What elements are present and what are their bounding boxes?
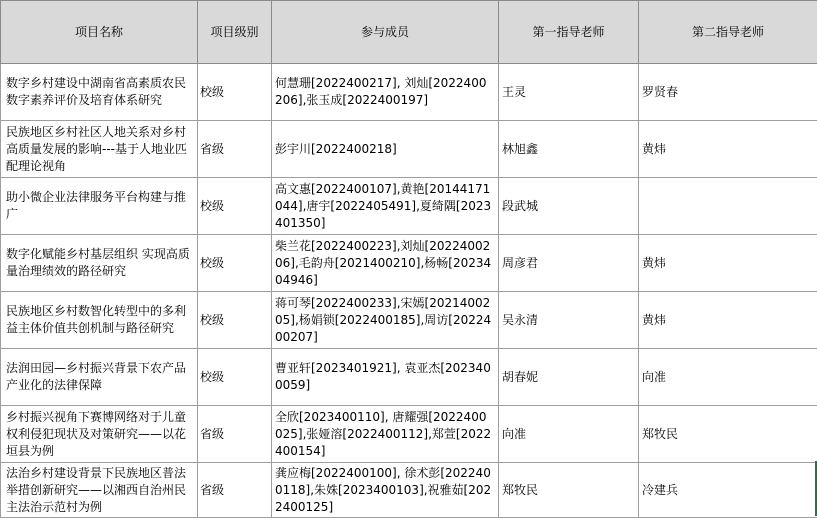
cell-second-advisor[interactable] — [639, 178, 817, 235]
cell-first-advisor[interactable]: 林旭鑫 — [499, 121, 639, 178]
header-members[interactable]: 参与成员 — [272, 1, 499, 64]
table-row — [1, 463, 817, 518]
header-second-advisor[interactable]: 第二指导老师 — [639, 1, 817, 64]
cell-second-advisor[interactable]: 冷建兵 — [639, 463, 817, 518]
cell-second-advisor[interactable]: 黄炜 — [639, 235, 817, 292]
cell-project-level[interactable]: 校级 — [198, 64, 272, 121]
cell-members[interactable]: 柴兰花[2022400223],刘灿[2022400206],毛韵舟[2021400210],杨畅[2023404946] — [272, 235, 499, 292]
table-row — [1, 121, 817, 178]
cell-project-level[interactable]: 校级 — [198, 235, 272, 292]
cell-project-level[interactable]: 省级 — [198, 463, 272, 518]
cell-project-level[interactable]: 省级 — [198, 406, 272, 463]
cell-project-name[interactable]: 数字乡村建设中湖南省高素质农民数字素养评价及培育体系研究 — [1, 64, 198, 121]
cell-first-advisor[interactable]: 胡春妮 — [499, 349, 639, 406]
cell-second-advisor[interactable]: 黄炜 — [639, 121, 817, 178]
cell-second-advisor[interactable]: 向准 — [639, 349, 817, 406]
header-first-advisor[interactable]: 第一指导老师 — [499, 1, 639, 64]
cell-project-level[interactable]: 校级 — [198, 292, 272, 349]
table-row — [1, 235, 817, 292]
table-row — [1, 178, 817, 235]
table-row — [1, 406, 817, 463]
header-project-name[interactable]: 项目名称 — [1, 1, 198, 64]
cell-second-advisor[interactable]: 罗贤春 — [639, 64, 817, 121]
cell-project-level[interactable]: 校级 — [198, 349, 272, 406]
cell-members[interactable]: 高文惠[2022400107],黄艳[20144171044],唐宇[2022405491],夏绮隅[2023401350] — [272, 178, 499, 235]
cell-first-advisor[interactable]: 向准 — [499, 406, 639, 463]
cell-members[interactable]: 曹亚轩[2023401921], 袁亚杰[2023400059] — [272, 349, 499, 406]
cell-first-advisor[interactable]: 周彦君 — [499, 235, 639, 292]
table-row — [1, 292, 817, 349]
cell-first-advisor[interactable]: 吴永清 — [499, 292, 639, 349]
cell-project-level[interactable]: 校级 — [198, 178, 272, 235]
cell-members[interactable]: 龚应梅[2022400100], 徐术彭[2022400118],朱姝[2023400103],祝雅茹[2022400125] — [272, 463, 499, 518]
cell-project-level[interactable]: 省级 — [198, 121, 272, 178]
cell-project-name[interactable]: 乡村振兴视角下赛博网络对于儿童权利侵犯现状及对策研究——以花垣县为例 — [1, 406, 198, 463]
cell-first-advisor[interactable]: 郑牧民 — [499, 463, 639, 518]
cell-project-name[interactable]: 助小微企业法律服务平台构建与推广 — [1, 178, 198, 235]
table-row — [1, 64, 817, 121]
cell-project-name[interactable]: 民族地区乡村数智化转型中的多利益主体价值共创机制与路径研究 — [1, 292, 198, 349]
cell-first-advisor[interactable]: 段武城 — [499, 178, 639, 235]
cell-second-advisor[interactable]: 黄炜 — [639, 292, 817, 349]
cell-members[interactable]: 蒋可琴[2022400233],宋嫣[2021400205],杨娟锁[2022400185],周访[2022400207] — [272, 292, 499, 349]
cell-project-name[interactable]: 法治乡村建设背景下民族地区普法举措创新研究——以湘西自治州民主法治示范村为例 — [1, 463, 198, 518]
cell-members[interactable]: 彭宇川[2022400218] — [272, 121, 499, 178]
cell-first-advisor[interactable]: 王灵 — [499, 64, 639, 121]
header-project-level[interactable]: 项目级别 — [198, 1, 272, 64]
cell-members[interactable]: 何慧珊[2022400217], 刘灿[2022400206],张玉成[2022400197] — [272, 64, 499, 121]
cell-second-advisor[interactable]: 郑牧民 — [639, 406, 817, 463]
cell-project-name[interactable]: 法润田园—乡村振兴背景下农产品产业化的法律保障 — [1, 349, 198, 406]
header-row — [1, 1, 817, 64]
table-row — [1, 349, 817, 406]
cell-project-name[interactable]: 数字化赋能乡村基层组织 实现高质量治理绩效的路径研究 — [1, 235, 198, 292]
cell-members[interactable]: 全欣[2023400110], 唐耀强[2022400025],张娅溶[2022400112],郑萱[2022400154] — [272, 406, 499, 463]
cell-project-name[interactable]: 民族地区乡村社区人地关系对乡村高质量发展的影响---基于人地业匹配理论视角 — [1, 121, 198, 178]
